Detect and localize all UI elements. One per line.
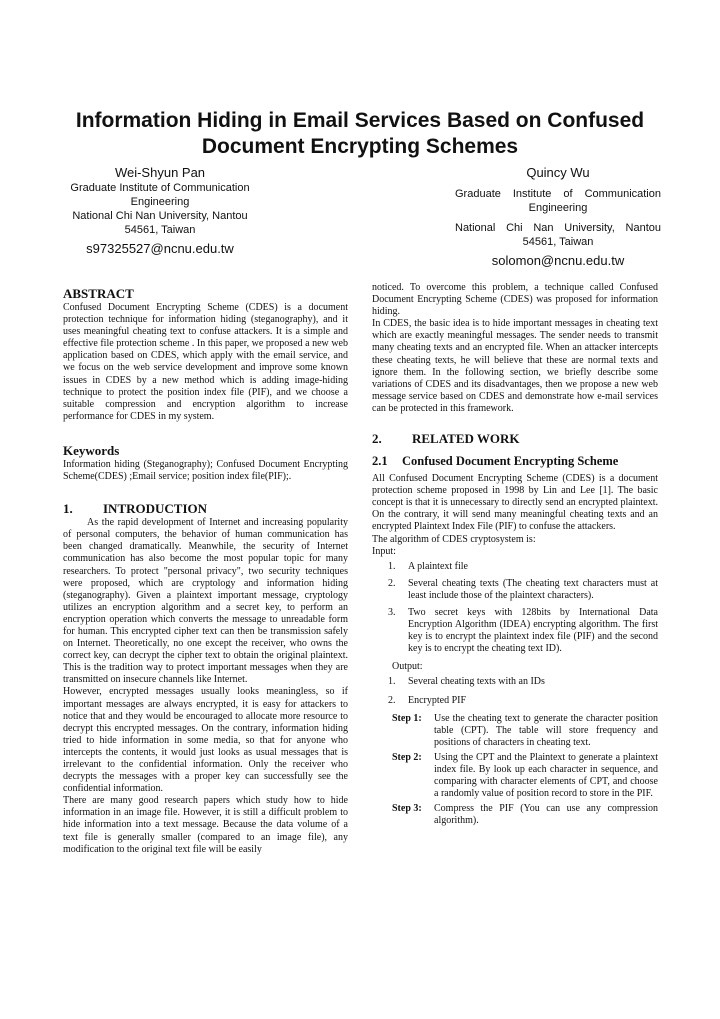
list-item xyxy=(388,561,658,573)
step-text: Use the cheating text to generate the character position table (CPT). The table will store frequency and positions of characters in cheating text. xyxy=(434,712,658,748)
list-number: 3. xyxy=(388,606,396,618)
output-list xyxy=(372,676,658,706)
affiliation-line: Graduate Institute of Communication Engineering xyxy=(455,188,661,214)
list-item xyxy=(388,607,658,655)
keywords-text: Information hiding (Steganography); Confused Document Encrypting Scheme(CDES) ;Email service; position index file(PIF);. xyxy=(63,458,348,483)
input-label: Input: xyxy=(372,545,396,557)
list-number: 2. xyxy=(388,577,396,589)
input-list xyxy=(372,561,658,656)
list-number: 1. xyxy=(388,676,396,688)
list-text: Encrypted PIF xyxy=(408,694,467,706)
intro-continuation: noticed. To overcome this problem, a technique called Confused Document Encrypting Scheme (CDES) was proposed for information hiding. xyxy=(372,282,658,318)
subsection-title: Confused Document Encrypting Scheme xyxy=(402,454,619,469)
paper-title: Information Hiding in Email Services Based on Confused Document Encrypting Schemes xyxy=(75,109,645,158)
algorithm-step xyxy=(372,713,658,749)
author-affiliation xyxy=(60,181,260,237)
related-work-heading xyxy=(372,431,658,447)
list-item xyxy=(388,676,658,688)
section-title: RELATED WORK xyxy=(412,431,520,447)
introduction-heading xyxy=(63,501,348,517)
abstract-text: Confused Document Encrypting Scheme (CDES) is a document protection technique for information hiding (steganography), and it uses meaningful cheating text to confuse attackers. It is a simple and effective file protection scheme . In this paper, we proposed a new web application based on CDES, which apply with the email service, and we focus on the web service development and improve some known issues in CDES by a new method which is adding image-hiding technique to protect the position index file (PIF), and we choose a suitable compression and encryption algorithm to increase performance for CDES in my system. xyxy=(63,302,348,422)
author-block-1 xyxy=(60,165,260,257)
list-text: Several cheating texts with an IDs xyxy=(408,676,545,688)
affiliation-line: Graduate Institute of Communication Engineering xyxy=(70,182,250,208)
abstract-heading: ABSTRACT xyxy=(63,286,134,301)
intro-paragraph: However, encrypted messages usually looks meaningless, so if important messages are always encrypted, it is easy for attackers to notice that and they would be encouraged to allocate more resource to decrypt this encrypted messages. On the contrary, information hiding tried to hide information in some media, so that for anyone who intercepts the contents, it would just looks as usual messages that is irrelevant to the confidential information. Only the receiver who decrypts the messages with a proper key can successfully see the confidential information. xyxy=(63,686,348,795)
step-label: Step 2: xyxy=(392,751,422,763)
section-number: 1. xyxy=(63,501,73,517)
affiliation-line: National Chi Nan University, Nantou 54561, Taiwan xyxy=(455,222,661,248)
step-text: Compress the PIF (You can use any compression algorithm). xyxy=(434,803,658,827)
step-label: Step 1: xyxy=(392,712,422,724)
output-label: Output: xyxy=(392,661,423,673)
affiliation-line: National Chi Nan University, Nantou 54561, Taiwan xyxy=(72,210,248,236)
list-number: 2. xyxy=(388,694,396,706)
list-item xyxy=(388,695,658,707)
algorithm-step xyxy=(372,803,658,827)
step-text: Using the CPT and the Plaintext to generate a plaintext index file. By look up each character in sequence, and comparing with character elements of CPT, and choose a randomly value of position record to store in the PIF. xyxy=(434,751,658,800)
author-name: Quincy Wu xyxy=(526,165,590,180)
author-block-2 xyxy=(455,165,661,269)
subsection-number: 2.1 xyxy=(372,454,388,469)
list-item xyxy=(388,578,658,602)
cdes-paragraph: All Confused Document Encrypting Scheme (CDES) is a document protection scheme proposed in 1998 by Lin and Lee [1]. The basic concept is that it is unnecessary to directly send an encrypted plaintext. On the contrary, it will send many meaningful cheating texts and an encrypted Plaintext Index File (PIF) to confuse the attackers. xyxy=(372,473,658,533)
intro-paragraph: There are many good research papers which study how to hide information in an image file. However, it is still a difficult problem to hide information into a text message. Because the data volume of a text file is generally smaller (compared to an image file), any modification to the original text file will be easily xyxy=(63,795,348,855)
intro-paragraph: In CDES, the basic idea is to hide important messages in cheating text which are exactly meaningful messages. The sender needs to transmit many cheating texts and an encrypted file. When an attacker intercepts these cheating texts, he will believe that these are normal texts and ignore them. In the following section, we briefly describe some variations of CDES and its disadvantages, then we propose a new web message service based on CDES and demonstrate how e-mail services can be protected in this framework. xyxy=(372,318,658,414)
left-column xyxy=(63,286,348,856)
section-number: 2. xyxy=(372,431,382,447)
intro-paragraph: As the rapid development of Internet and increasing popularity of personal computers, the behavior of human communication has been changed dramatically. Meanwhile, the security of Internet communication has also become the most popular topic for many researchers. To protect "personal privacy", two security techniques were proposed, which are cryptology and information hiding (steganography). Given a plaintext important message, cryptology utilizes an encryption algorithm and a secret key, to perform an encryption operation which converts the message to unreadable form for human. This encrypted cipher text can then be transmission safely on Internet. Theoretically, no one except the receiver, who owns the correct key, can decrypt the cipher text to obtain the original plaintext. This is the tradition way to protect important messages when they are transmitted on insecure channels like Internet. xyxy=(63,517,348,686)
keywords-heading: Keywords xyxy=(63,442,120,458)
step-label: Step 3: xyxy=(392,803,422,815)
author-email: s97325527@ncnu.edu.tw xyxy=(86,241,234,256)
list-text: Several cheating texts (The cheating text characters must at least include those of the plaintext characters). xyxy=(408,577,658,601)
author-name: Wei-Shyun Pan xyxy=(114,165,206,180)
list-text: Two secret keys with 128bits by International Data Encryption Algorithm (IDEA) encrypting algorithm. The first key is to encrypt the plaintext index file (PIF) and the second key is to encrypt the cheating text ID). xyxy=(408,606,658,655)
algorithm-step xyxy=(372,752,658,800)
cdes-algorithm-intro: The algorithm of CDES cryptosystem is: xyxy=(372,533,536,545)
list-number: 1. xyxy=(388,560,396,572)
list-text: A plaintext file xyxy=(408,560,468,572)
subsection-heading xyxy=(372,453,658,469)
author-affiliation xyxy=(455,187,661,249)
section-title: INTRODUCTION xyxy=(103,501,208,517)
author-email: solomon@ncnu.edu.tw xyxy=(491,253,625,268)
right-column xyxy=(372,282,658,827)
